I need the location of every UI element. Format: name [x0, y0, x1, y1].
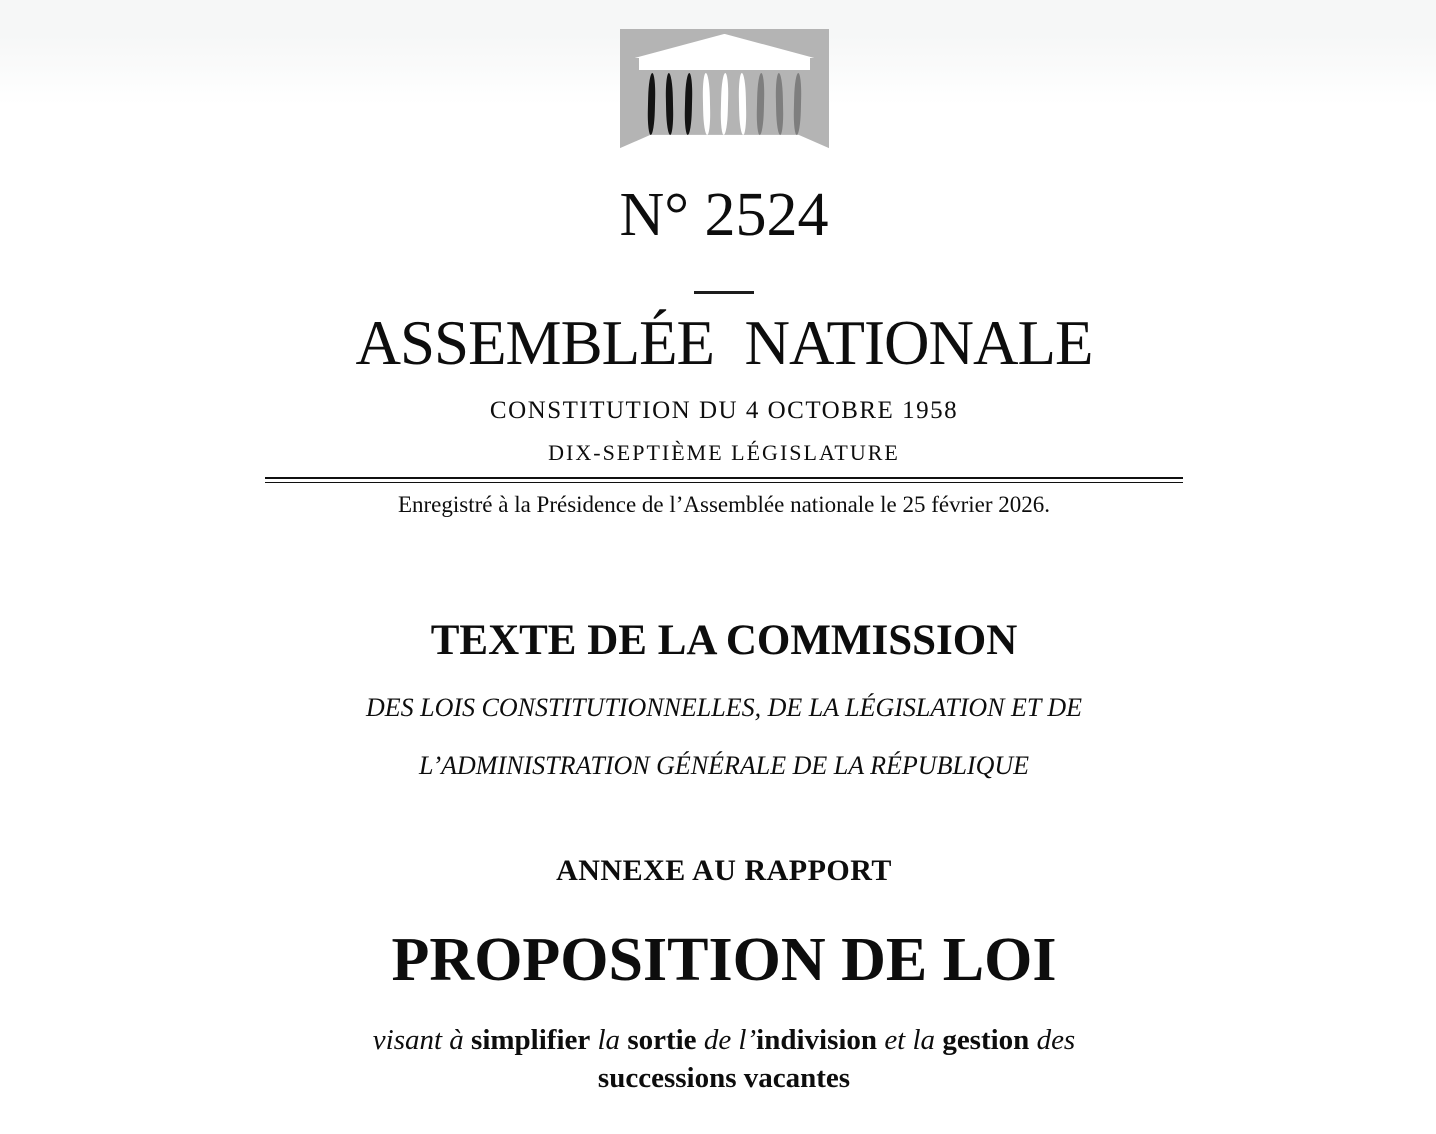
law-subtitle	[259, 1021, 1189, 1097]
column-icon	[793, 73, 802, 135]
subtitle-segment: sortie	[627, 1024, 697, 1056]
law-title: PROPOSITION DE LOI	[391, 926, 1057, 994]
registration-line: Enregistré à la Présidence de l’Assemblée nationale le 25 février 2026.	[397, 492, 1051, 517]
column-icon	[702, 73, 710, 135]
column-icon	[720, 73, 729, 135]
constitution-line: CONSTITUTION DU 4 OCTOBRE 1958	[489, 397, 959, 424]
column-icon	[647, 73, 656, 135]
legislature-line: DIX-SEPTIÈME LÉGISLATURE	[548, 440, 900, 465]
subtitle-segment: des	[1029, 1024, 1076, 1056]
assemblee-nationale-logo	[620, 29, 829, 150]
subtitle-segment: indivision	[756, 1024, 878, 1056]
commission-title: TEXTE DE LA COMMISSION	[430, 617, 1018, 664]
document-content	[259, 0, 1189, 1134]
column-icon	[775, 73, 783, 135]
subtitle-segment: et la	[877, 1024, 943, 1056]
annex-heading: ANNEXE AU RAPPORT	[556, 854, 892, 887]
separator-rule	[694, 291, 754, 294]
subtitle-segment: gestion	[942, 1024, 1030, 1056]
temple-facade-icon	[620, 29, 829, 150]
column-icon	[757, 73, 766, 135]
columns-icon	[648, 73, 801, 135]
institution-title: ASSEMBLÉE NATIONALE	[355, 308, 1093, 378]
column-icon	[666, 73, 674, 135]
commission-subtitle-line1: DES LOIS CONSTITUTIONNELLES, DE LA LÉGISLATION ET DE	[365, 693, 1083, 722]
column-icon	[738, 73, 746, 135]
subtitle-segment: successions vacantes	[597, 1062, 851, 1094]
pediment-icon	[635, 34, 815, 58]
subtitle-segment: simplifier	[471, 1024, 591, 1056]
architrave-icon	[639, 57, 810, 70]
double-rule-divider	[265, 477, 1183, 483]
subtitle-segment: visant à	[372, 1024, 472, 1056]
subtitle-segment: de l’	[696, 1024, 757, 1056]
document-number: N° 2524	[619, 181, 829, 249]
column-icon	[684, 73, 693, 135]
commission-subtitle-line2: L’ADMINISTRATION GÉNÉRALE DE LA RÉPUBLIQUE	[419, 751, 1029, 780]
subtitle-segment: la	[590, 1024, 628, 1056]
